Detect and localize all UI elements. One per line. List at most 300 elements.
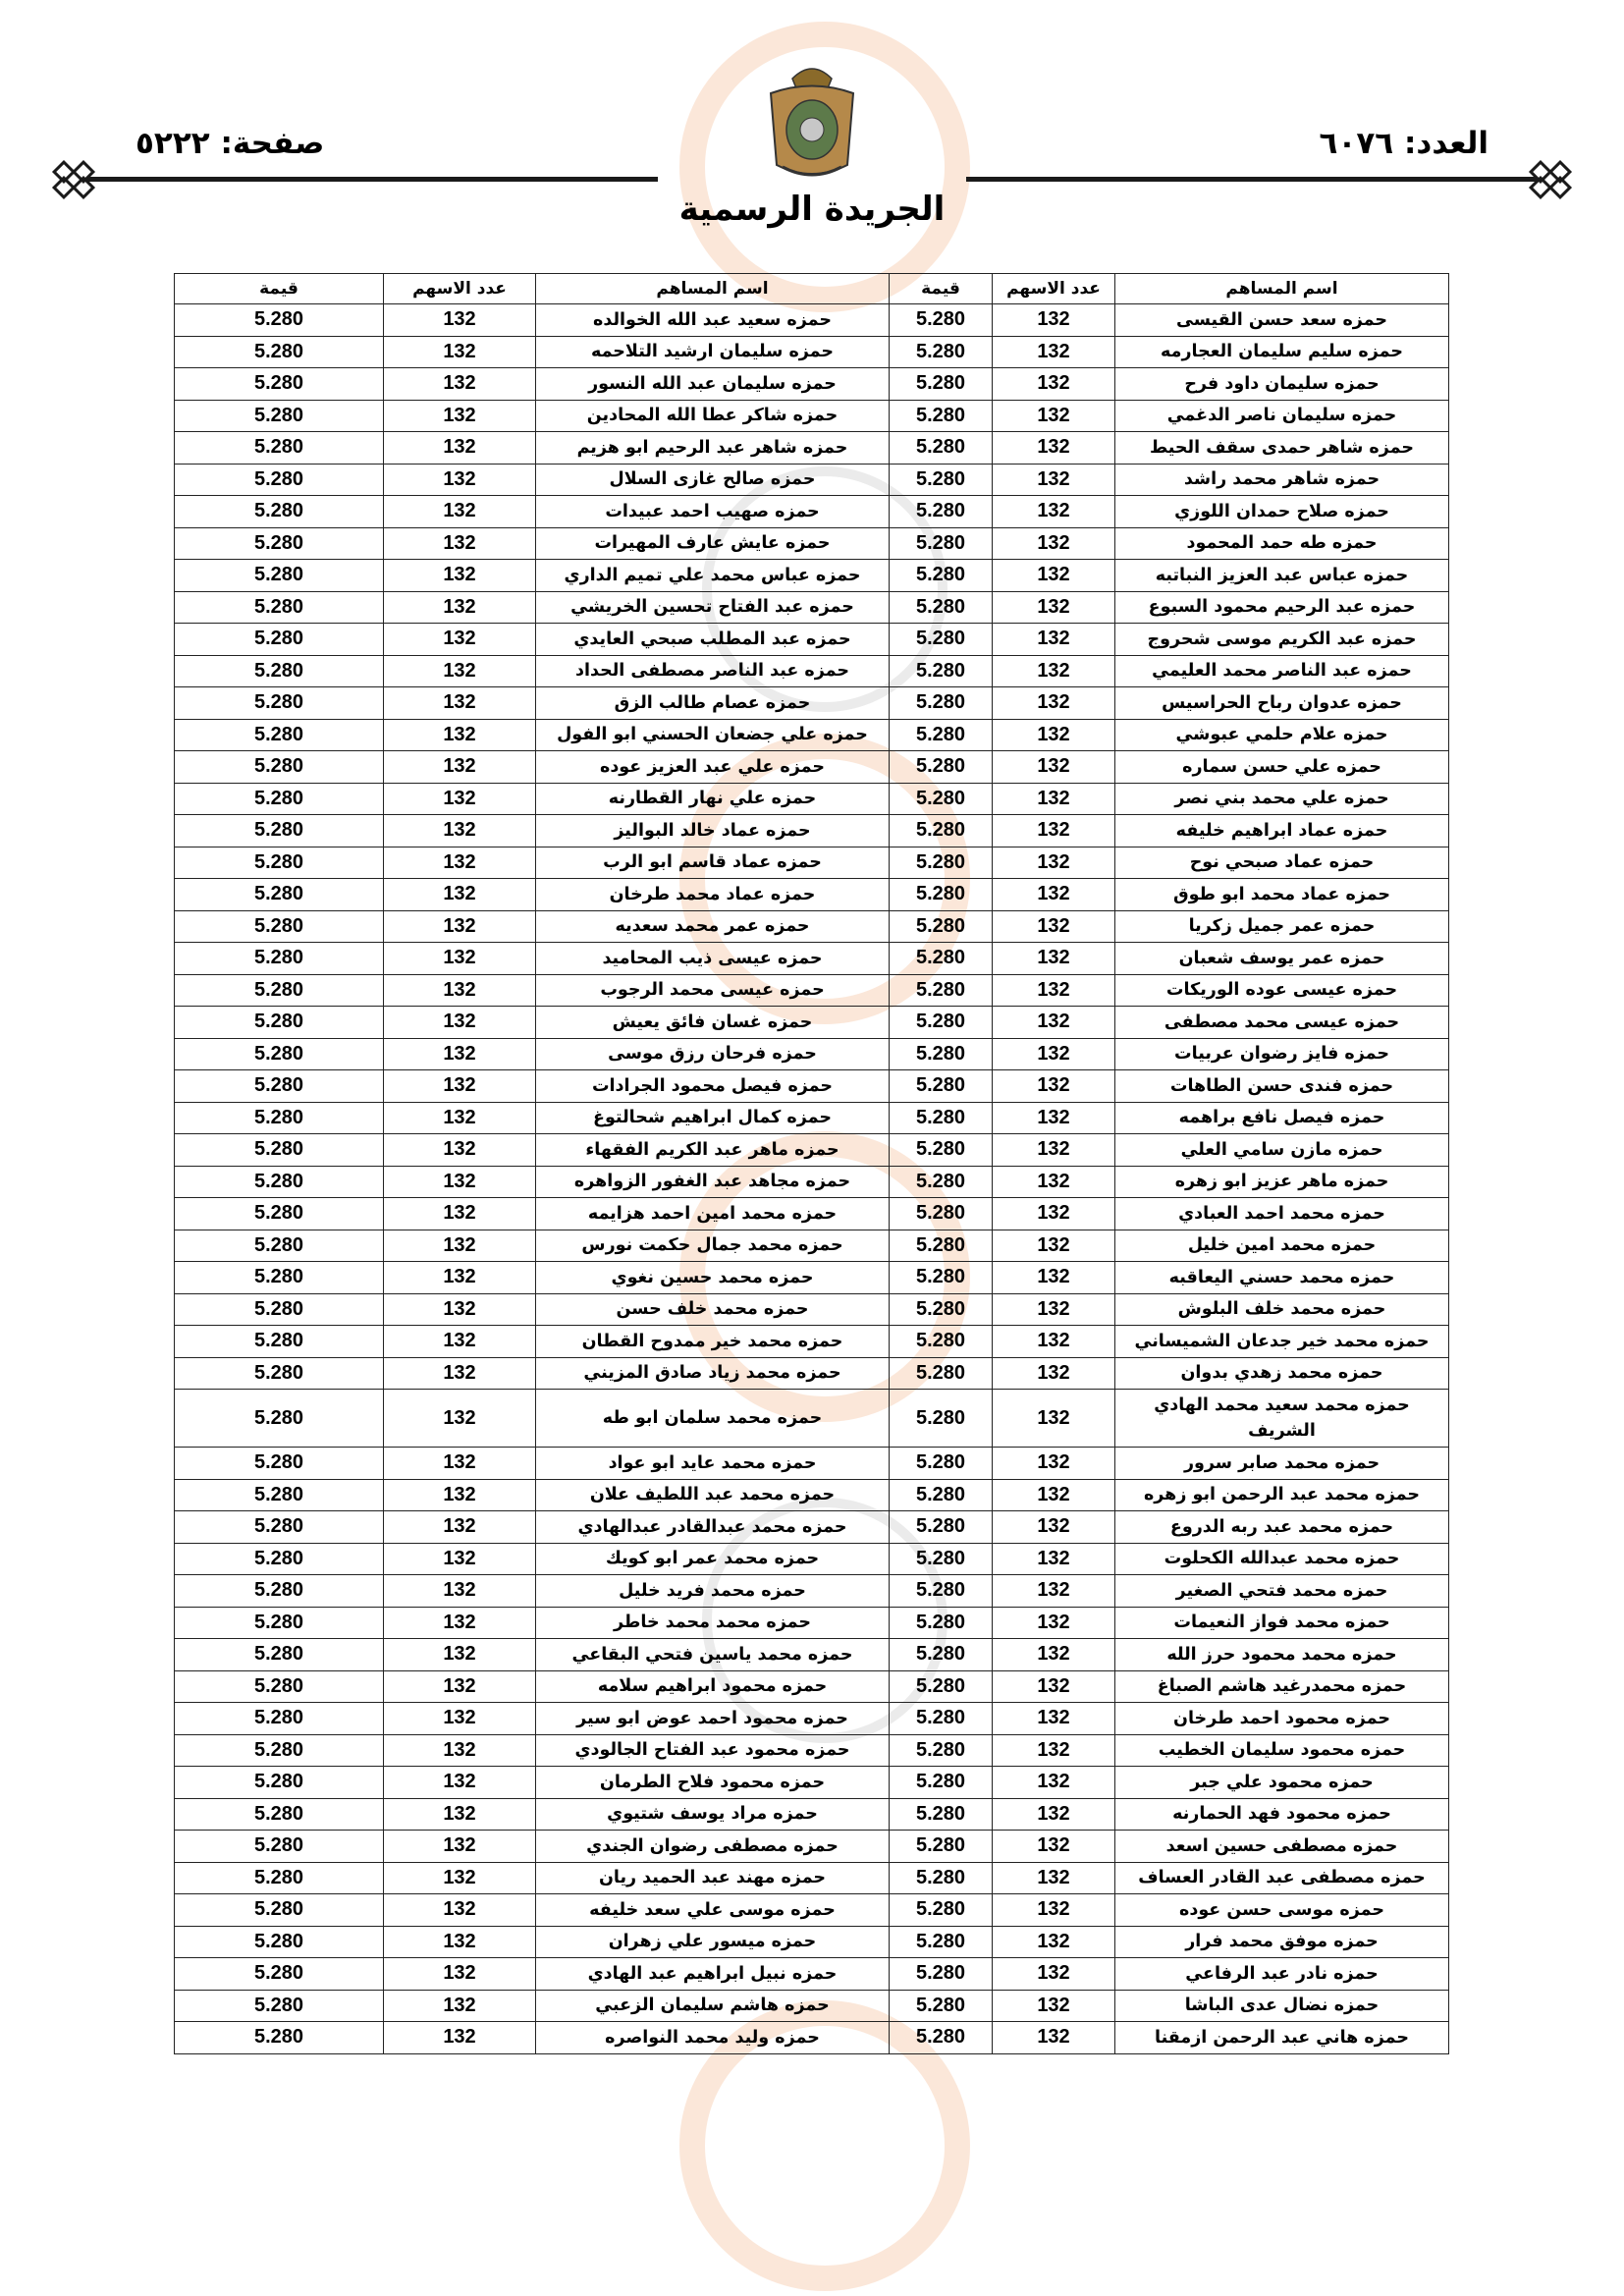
share-value: 5.280 [175, 1511, 384, 1544]
table-row [175, 879, 1449, 911]
shareholder-name: حمزه ماهر عزيز ابو زهره [1115, 1166, 1449, 1198]
share-value: 5.280 [175, 1639, 384, 1671]
share-count: 132 [993, 527, 1115, 560]
shareholder-name: حمزه محمد محمود حرز الله [1115, 1639, 1449, 1671]
share-value: 5.280 [175, 1990, 384, 2022]
shareholder-name: حمزه علام حلمي عبوشي [1115, 719, 1449, 751]
shareholder-name: حمزه عمر جميل زكريا [1115, 910, 1449, 943]
shareholder-name: حمزه طه حمد المحمود [1115, 527, 1449, 560]
share-count: 132 [993, 751, 1115, 784]
share-value: 5.280 [175, 560, 384, 592]
shareholder-name: حمزه محمد محمد خاطر [536, 1607, 890, 1639]
shareholder-name: حمزه محمود احمد عوض ابو سير [536, 1703, 890, 1735]
share-value: 5.280 [890, 1703, 993, 1735]
share-value: 5.280 [175, 1448, 384, 1480]
share-count: 132 [384, 1798, 536, 1831]
shareholder-name: حمزه شاهر حمدى سقف الحيط [1115, 432, 1449, 465]
share-count: 132 [993, 464, 1115, 496]
table-row [175, 1198, 1449, 1230]
share-value: 5.280 [175, 336, 384, 368]
share-count: 132 [993, 1575, 1115, 1608]
shareholder-name: حمزه عايش عارف المهيرات [536, 527, 890, 560]
share-value: 5.280 [175, 1007, 384, 1039]
shareholder-name: حمزه محمود فلاح الطرمان [536, 1767, 890, 1799]
share-value: 5.280 [890, 1262, 993, 1294]
shareholder-name: حمزه محمد حسين نغوي [536, 1262, 890, 1294]
share-value: 5.280 [175, 1894, 384, 1927]
share-value: 5.280 [175, 1926, 384, 1958]
shareholder-name: حمزه محمدرغيد هاشم الصباغ [1115, 1670, 1449, 1703]
shareholder-name: حمزه محمد حسني اليعاقبه [1115, 1262, 1449, 1294]
table-row [175, 1734, 1449, 1767]
column-header: عدد الاسهم [384, 274, 536, 304]
share-count: 132 [993, 1862, 1115, 1894]
share-count: 132 [993, 847, 1115, 879]
share-count: 132 [384, 1134, 536, 1167]
share-value: 5.280 [890, 1767, 993, 1799]
gazette-title: الجريدة الرسمية [678, 190, 946, 229]
shareholder-name: حمزه علي حسن سماره [1115, 751, 1449, 784]
table-row [175, 368, 1449, 401]
shareholder-name: حمزه محمد فواز النعيمات [1115, 1607, 1449, 1639]
share-value: 5.280 [175, 1102, 384, 1134]
share-count: 132 [384, 304, 536, 337]
shareholder-name: حمزه صهيب احمد عبيدات [536, 496, 890, 528]
share-count: 132 [993, 1007, 1115, 1039]
shareholder-name: حمزه مجاهد عبد الغفور الزواهره [536, 1166, 890, 1198]
shareholder-name: حمزه نبيل ابراهيم عبد الهادي [536, 1958, 890, 1991]
table-row [175, 783, 1449, 815]
table-row [175, 974, 1449, 1007]
share-count: 132 [384, 719, 536, 751]
share-value: 5.280 [890, 1894, 993, 1927]
shareholder-name: حمزه عماد محمد ابو طوق [1115, 879, 1449, 911]
share-count: 132 [384, 847, 536, 879]
shareholder-name: حمزه موسى علي سعد خليفه [536, 1894, 890, 1927]
shareholder-name: حمزه عبد الفتاح تحسين الخريشي [536, 591, 890, 624]
share-value: 5.280 [890, 304, 993, 337]
share-count: 132 [384, 1198, 536, 1230]
shareholder-name: حمزه سليم سليمان العجارمه [1115, 336, 1449, 368]
shareholder-name: حمزه محمد عبدالقادر عبدالهادي [536, 1511, 890, 1544]
share-value: 5.280 [890, 719, 993, 751]
share-count: 132 [384, 1230, 536, 1262]
table-row [175, 815, 1449, 847]
share-value: 5.280 [890, 1798, 993, 1831]
share-count: 132 [384, 1958, 536, 1991]
shareholder-name: حمزه عبد الناصر محمد العليمي [1115, 655, 1449, 687]
share-value: 5.280 [175, 624, 384, 656]
table-row [175, 1038, 1449, 1070]
table-row [175, 1134, 1449, 1167]
table-row [175, 304, 1449, 337]
share-count: 132 [384, 1894, 536, 1927]
shareholder-name: حمزه علي جضعان الحسني ابو الفول [536, 719, 890, 751]
share-value: 5.280 [175, 943, 384, 975]
table-row [175, 1070, 1449, 1103]
share-value: 5.280 [175, 1326, 384, 1358]
share-value: 5.280 [175, 527, 384, 560]
share-count: 132 [993, 2022, 1115, 2054]
share-count: 132 [384, 1831, 536, 1863]
share-count: 132 [384, 687, 536, 720]
share-value: 5.280 [175, 304, 384, 337]
share-value: 5.280 [175, 751, 384, 784]
table-row [175, 751, 1449, 784]
shareholder-name: حمزه عماد قاسم ابو الرب [536, 847, 890, 879]
table-row [175, 1293, 1449, 1326]
share-count: 132 [993, 1831, 1115, 1863]
shareholder-name: حمزه سليمان ناصر الدغمي [1115, 400, 1449, 432]
shareholder-name: حمزه محمد خلف حسن [536, 1293, 890, 1326]
shareholder-name: حمزه فيصل نافع براهمه [1115, 1102, 1449, 1134]
shareholder-name: حمزه هاشم سليمان الزعبي [536, 1990, 890, 2022]
share-value: 5.280 [175, 464, 384, 496]
table-row [175, 1511, 1449, 1544]
share-value: 5.280 [890, 1293, 993, 1326]
share-count: 132 [993, 783, 1115, 815]
table-row [175, 910, 1449, 943]
shareholder-name: حمزه ميسور علي زهران [536, 1926, 890, 1958]
shareholder-name: حمزه محمد خير ممدوح القطان [536, 1326, 890, 1358]
column-header: قيمة [175, 274, 384, 304]
share-count: 132 [993, 815, 1115, 847]
shareholder-name: حمزه محمود علي جبر [1115, 1767, 1449, 1799]
shareholder-name: حمزه محمد زهدي بدوان [1115, 1357, 1449, 1390]
shareholder-name: حمزه سليمان عبد الله النسور [536, 368, 890, 401]
shareholder-name: حمزه عماد خالد البواليز [536, 815, 890, 847]
share-count: 132 [993, 1734, 1115, 1767]
share-value: 5.280 [175, 1357, 384, 1390]
share-count: 132 [384, 2022, 536, 2054]
share-count: 132 [993, 1198, 1115, 1230]
table-row [175, 1575, 1449, 1608]
share-count: 132 [993, 1357, 1115, 1390]
shareholder-name: حمزه كمال ابراهيم شحالتوغ [536, 1102, 890, 1134]
shareholder-name: حمزه شاهر عبد الرحيم ابو هزيم [536, 432, 890, 465]
shareholder-name: حمزه نضال عدى الباشا [1115, 1990, 1449, 2022]
share-count: 132 [384, 1102, 536, 1134]
share-value: 5.280 [890, 1326, 993, 1358]
share-value: 5.280 [175, 1862, 384, 1894]
share-count: 132 [384, 1479, 536, 1511]
share-value: 5.280 [890, 943, 993, 975]
share-count: 132 [993, 910, 1115, 943]
share-value: 5.280 [890, 1511, 993, 1544]
share-count: 132 [384, 1390, 536, 1448]
shareholder-name: حمزه عبد الكريم موسى شحروج [1115, 624, 1449, 656]
share-count: 132 [384, 368, 536, 401]
share-value: 5.280 [890, 655, 993, 687]
table-row [175, 527, 1449, 560]
share-value: 5.280 [175, 1479, 384, 1511]
table-row [175, 432, 1449, 465]
share-count: 132 [384, 496, 536, 528]
column-header: قيمة [890, 274, 993, 304]
shareholders-table-container [175, 273, 1449, 2054]
share-value: 5.280 [890, 400, 993, 432]
shareholder-name: حمزه محمد عمر ابو كويك [536, 1543, 890, 1575]
royal-emblem-icon [753, 59, 871, 187]
share-value: 5.280 [890, 1166, 993, 1198]
column-header: عدد الاسهم [993, 274, 1115, 304]
share-count: 132 [384, 1990, 536, 2022]
share-value: 5.280 [890, 464, 993, 496]
share-value: 5.280 [175, 1134, 384, 1167]
shareholder-name: حمزه مصطفى حسين اسعد [1115, 1831, 1449, 1863]
share-count: 132 [993, 1448, 1115, 1480]
share-count: 132 [993, 1639, 1115, 1671]
share-count: 132 [384, 1926, 536, 1958]
table-row [175, 1703, 1449, 1735]
shareholder-name: حمزه محمد سلمان ابو طه [536, 1390, 890, 1448]
share-count: 132 [384, 1070, 536, 1103]
table-row [175, 1894, 1449, 1927]
shareholder-name: حمزه عصام طالب الزق [536, 687, 890, 720]
table-row [175, 624, 1449, 656]
share-value: 5.280 [890, 1007, 993, 1039]
shareholder-name: حمزه فيصل محمود الجرادات [536, 1070, 890, 1103]
shareholders-table [174, 273, 1449, 2054]
table-row [175, 1862, 1449, 1894]
share-count: 132 [993, 1990, 1115, 2022]
shareholder-name: حمزه موفق محمد فرار [1115, 1926, 1449, 1958]
column-header: اسم المساهم [536, 274, 890, 304]
table-row [175, 1798, 1449, 1831]
share-count: 132 [993, 1070, 1115, 1103]
share-value: 5.280 [890, 1575, 993, 1608]
share-value: 5.280 [890, 527, 993, 560]
shareholder-name: حمزه محمد عايد ابو عواد [536, 1448, 890, 1480]
shareholder-name: حمزه محمد زياد صادق المزيني [536, 1357, 890, 1390]
shareholder-name: حمزه محمد عبدالله الكحلوت [1115, 1543, 1449, 1575]
share-value: 5.280 [175, 910, 384, 943]
table-row [175, 1102, 1449, 1134]
share-count: 132 [384, 783, 536, 815]
share-value: 5.280 [890, 783, 993, 815]
share-value: 5.280 [175, 1607, 384, 1639]
table-row [175, 1479, 1449, 1511]
shareholder-name: حمزه محمد عبد اللطيف علان [536, 1479, 890, 1511]
share-count: 132 [384, 591, 536, 624]
shareholder-name: حمزه محمد فريد خليل [536, 1575, 890, 1608]
table-row [175, 655, 1449, 687]
share-value: 5.280 [890, 1734, 993, 1767]
shareholder-name: حمزه سليمان ارشيد التلاحمه [536, 336, 890, 368]
shareholder-name: حمزه عبد الرحيم محمود السبوع [1115, 591, 1449, 624]
table-row [175, 1390, 1449, 1448]
share-value: 5.280 [175, 591, 384, 624]
share-count: 132 [384, 1734, 536, 1767]
shareholder-name: حمزه صالح غازى السلال [536, 464, 890, 496]
share-value: 5.280 [890, 1038, 993, 1070]
share-count: 132 [993, 1894, 1115, 1927]
share-count: 132 [384, 974, 536, 1007]
share-value: 5.280 [890, 1230, 993, 1262]
table-row [175, 719, 1449, 751]
table-row [175, 496, 1449, 528]
share-value: 5.280 [175, 879, 384, 911]
shareholder-name: حمزه مهند عبد الحميد ريان [536, 1862, 890, 1894]
share-value: 5.280 [890, 1990, 993, 2022]
share-count: 132 [384, 1326, 536, 1358]
share-count: 132 [993, 1670, 1115, 1703]
table-row [175, 687, 1449, 720]
shareholder-name: حمزه عباس محمد علي تميم الداري [536, 560, 890, 592]
share-count: 132 [993, 1262, 1115, 1294]
shareholder-name: حمزه محمد عبد الرحمن ابو زهره [1115, 1479, 1449, 1511]
shareholder-name: حمزه مصطفى رضوان الجندي [536, 1831, 890, 1863]
share-value: 5.280 [175, 1230, 384, 1262]
share-value: 5.280 [175, 974, 384, 1007]
share-count: 132 [384, 1293, 536, 1326]
shareholder-name: حمزه شاهر محمد راشد [1115, 464, 1449, 496]
share-count: 132 [993, 336, 1115, 368]
share-count: 132 [993, 974, 1115, 1007]
shareholder-name: حمزه محمد فتحي الصغير [1115, 1575, 1449, 1608]
table-row [175, 1007, 1449, 1039]
table-row [175, 1357, 1449, 1390]
share-value: 5.280 [890, 2022, 993, 2054]
share-value: 5.280 [890, 847, 993, 879]
shareholder-name: حمزه عبد المطلب صبحي العايدي [536, 624, 890, 656]
shareholder-name: حمزه غسان فائق يعيش [536, 1007, 890, 1039]
share-value: 5.280 [175, 1798, 384, 1831]
table-row [175, 847, 1449, 879]
shareholder-name: حمزه علي عبد العزيز عوده [536, 751, 890, 784]
shareholder-name: حمزه مراد يوسف شتيوي [536, 1798, 890, 1831]
table-row [175, 1767, 1449, 1799]
shareholder-name: حمزه محمد سعيد محمد الهادي الشريف [1115, 1390, 1449, 1448]
share-value: 5.280 [175, 783, 384, 815]
share-count: 132 [993, 1166, 1115, 1198]
share-count: 132 [384, 1703, 536, 1735]
share-value: 5.280 [890, 1926, 993, 1958]
share-count: 132 [384, 1511, 536, 1544]
share-value: 5.280 [890, 432, 993, 465]
share-value: 5.280 [890, 974, 993, 1007]
share-count: 132 [993, 591, 1115, 624]
shareholder-name: حمزه فندى حسن الطاهات [1115, 1070, 1449, 1103]
shareholder-name: حمزه سعيد عبد الله الخوالده [536, 304, 890, 337]
share-value: 5.280 [175, 1390, 384, 1448]
table-row [175, 1262, 1449, 1294]
share-count: 132 [384, 1166, 536, 1198]
table-row [175, 1670, 1449, 1703]
shareholder-name: حمزه عباس عبد العزيز النباتبه [1115, 560, 1449, 592]
shareholder-name: حمزه فايز رضوان عربيات [1115, 1038, 1449, 1070]
table-row [175, 1831, 1449, 1863]
share-count: 132 [993, 496, 1115, 528]
shareholder-name: حمزه علي نهار القطارنه [536, 783, 890, 815]
share-value: 5.280 [890, 1958, 993, 1991]
share-value: 5.280 [175, 1575, 384, 1608]
share-count: 132 [993, 1479, 1115, 1511]
shareholder-name: حمزه ماهر عبد الكريم الفقهاء [536, 1134, 890, 1167]
share-value: 5.280 [175, 847, 384, 879]
shareholder-name: حمزه محمود عبد الفتاح الجالودي [536, 1734, 890, 1767]
shareholder-name: حمزه عماد محمد طرخان [536, 879, 890, 911]
share-value: 5.280 [175, 719, 384, 751]
share-value: 5.280 [890, 1479, 993, 1511]
table-header-row [175, 274, 1449, 304]
share-value: 5.280 [175, 1262, 384, 1294]
shareholder-name: حمزه محمد خلف البلوش [1115, 1293, 1449, 1326]
share-count: 132 [384, 1038, 536, 1070]
share-value: 5.280 [890, 751, 993, 784]
share-count: 132 [384, 815, 536, 847]
share-value: 5.280 [890, 687, 993, 720]
shareholder-name: حمزه سعد حسن القيسى [1115, 304, 1449, 337]
share-count: 132 [384, 1607, 536, 1639]
share-value: 5.280 [175, 1670, 384, 1703]
share-value: 5.280 [890, 1639, 993, 1671]
shareholder-name: حمزه عمر يوسف شعبان [1115, 943, 1449, 975]
share-count: 132 [993, 1511, 1115, 1544]
share-value: 5.280 [175, 1831, 384, 1863]
share-count: 132 [993, 879, 1115, 911]
share-count: 132 [384, 1575, 536, 1608]
table-row [175, 591, 1449, 624]
shareholder-name: حمزه عدوان رباح الحراسيس [1115, 687, 1449, 720]
share-count: 132 [384, 1007, 536, 1039]
share-count: 132 [993, 1230, 1115, 1262]
share-count: 132 [993, 1102, 1115, 1134]
share-count: 132 [384, 751, 536, 784]
share-count: 132 [384, 336, 536, 368]
share-count: 132 [993, 687, 1115, 720]
share-value: 5.280 [175, 815, 384, 847]
table-row [175, 1990, 1449, 2022]
shareholder-name: حمزه محمود احمد طرخان [1115, 1703, 1449, 1735]
share-count: 132 [993, 560, 1115, 592]
table-row [175, 1448, 1449, 1480]
share-value: 5.280 [175, 432, 384, 465]
share-value: 5.280 [175, 1767, 384, 1799]
share-count: 132 [993, 400, 1115, 432]
table-row [175, 336, 1449, 368]
header-rule-right [966, 177, 1538, 182]
share-value: 5.280 [890, 591, 993, 624]
share-value: 5.280 [890, 1448, 993, 1480]
page-number: صفحة: ٥٢٢٢ [135, 126, 325, 161]
shareholder-name: حمزه موسى حسن عوده [1115, 1894, 1449, 1927]
share-count: 132 [384, 1262, 536, 1294]
shareholder-name: حمزه نادر عبد الرفاعي [1115, 1958, 1449, 1991]
shareholder-name: حمزه عيسى ذيب المحاميد [536, 943, 890, 975]
share-count: 132 [384, 432, 536, 465]
share-count: 132 [993, 1703, 1115, 1735]
share-count: 132 [384, 655, 536, 687]
share-count: 132 [384, 527, 536, 560]
table-row [175, 1543, 1449, 1575]
shareholder-name: حمزه محمد امين خليل [1115, 1230, 1449, 1262]
column-header: اسم المساهم [1115, 274, 1449, 304]
share-value: 5.280 [890, 560, 993, 592]
share-value: 5.280 [175, 368, 384, 401]
share-value: 5.280 [890, 910, 993, 943]
share-count: 132 [384, 400, 536, 432]
shareholder-name: حمزه محمد جمال حكمت نورس [536, 1230, 890, 1262]
table-row [175, 1958, 1449, 1991]
share-value: 5.280 [890, 1862, 993, 1894]
share-value: 5.280 [175, 496, 384, 528]
share-count: 132 [993, 943, 1115, 975]
share-count: 132 [993, 1326, 1115, 1358]
share-count: 132 [993, 1798, 1115, 1831]
shareholder-name: حمزه صلاح حمدان اللوزي [1115, 496, 1449, 528]
shareholder-name: حمزه وليد محمد النواصره [536, 2022, 890, 2054]
